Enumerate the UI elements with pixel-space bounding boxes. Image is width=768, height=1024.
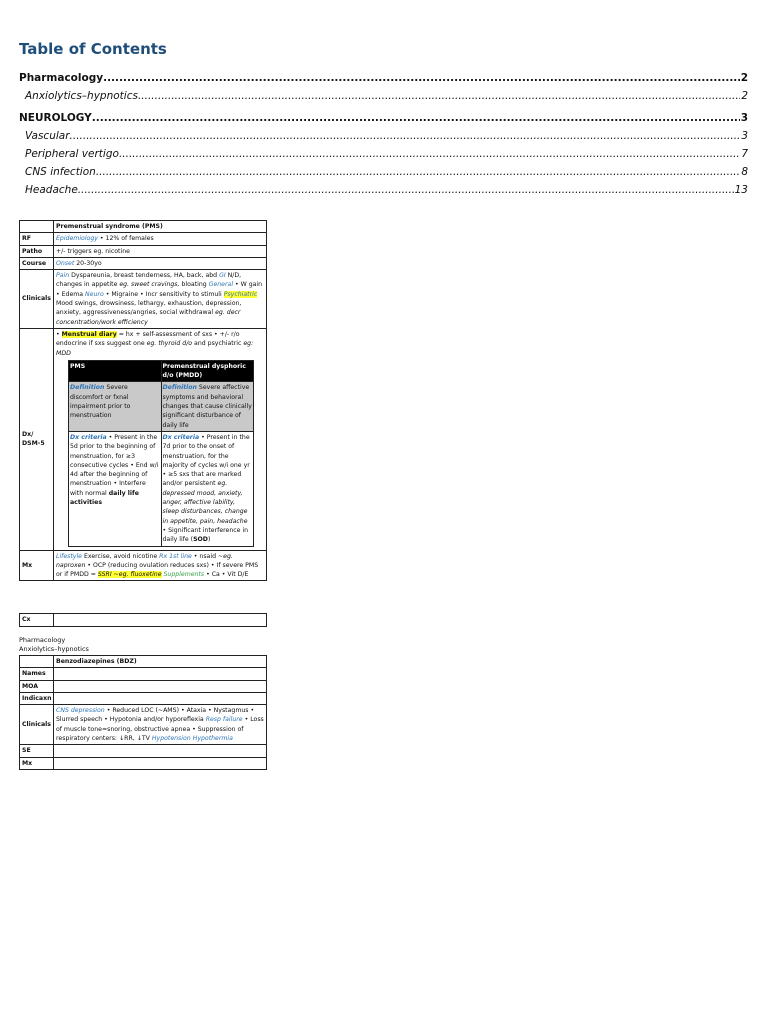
rf-cell	[54, 233, 267, 245]
definition-text: Severe affective symptoms and behavioral changes that cause clinically significant disturbance of daily life	[162, 384, 252, 429]
bdz-clinicals-text: • Reduced LOC (~AMS) • Ataxia • Nystagmus • Slurred speech • Hypotonia and/or hyporeflexia	[56, 707, 255, 724]
table-row	[20, 745, 267, 757]
dx-text: = hx + self-assessment of sxs • +/- r/o endocrine if sxs suggest one	[56, 330, 240, 348]
pms-table-header: Premenstrual syndrome (PMS)	[54, 221, 267, 233]
table-row	[20, 328, 267, 550]
table-cell-empty	[54, 668, 267, 680]
row-label-moa: MOA	[20, 680, 54, 692]
bdz-table	[19, 655, 267, 770]
table-cell-empty	[20, 656, 54, 668]
toc-entry-vascular[interactable]	[19, 127, 748, 145]
table-row	[20, 270, 267, 329]
mx-text: Exercise, avoid nicotine	[82, 552, 160, 560]
row-label-patho: Patho	[20, 245, 54, 257]
menstrual-diary-label: Menstrual diary	[61, 330, 117, 338]
table-row	[20, 680, 267, 692]
column-header-pms: PMS	[69, 360, 162, 382]
toc-leader-dots	[96, 163, 741, 181]
course-cell	[54, 257, 267, 269]
mx-text: • nsaid	[191, 552, 218, 560]
clinicals-text: • Migraine • Incr sensitivity to stimuli	[103, 290, 224, 298]
table-row	[69, 360, 254, 382]
neuro-label: Neuro	[85, 290, 104, 298]
pmdd-criteria-cell	[161, 431, 254, 546]
criteria-label: Dx criteria	[162, 433, 200, 441]
table-row	[20, 257, 267, 269]
hypotension-hypothermia-label: Hypotension Hypothermia	[151, 735, 233, 743]
toc-entry-label: Vascular	[25, 130, 70, 142]
row-label-clinicals: Clinicals	[20, 705, 54, 745]
table-row	[20, 550, 267, 581]
criteria-text: )	[207, 536, 211, 544]
general-label: General	[208, 281, 234, 289]
table-row	[20, 614, 267, 627]
table-cell-empty	[20, 221, 54, 233]
course-text: 20-30yo	[74, 259, 102, 267]
psychiatric-label: Psychiatric	[223, 290, 258, 298]
toc-entry-peripheral-vertigo[interactable]	[19, 145, 748, 163]
table-cell-empty	[54, 614, 267, 627]
toc-entry-neurology[interactable]	[19, 109, 748, 127]
clinicals-cell	[54, 270, 267, 329]
row-label-rf: RF	[20, 233, 54, 245]
dx-cell	[54, 328, 267, 550]
toc-leader-dots	[103, 69, 740, 87]
criteria-label: Dx criteria	[70, 433, 107, 441]
mx-cell	[54, 550, 267, 581]
patho-cell: +/- triggers eg. nicotine	[54, 245, 267, 257]
clinicals-text: Dyspareunia, breast tenderness, HA, back, abd	[69, 272, 220, 280]
rf-text: • 12% of females	[97, 235, 154, 243]
criteria-text: • Significant interference in daily life (	[162, 526, 249, 544]
gi-label: GI	[219, 272, 226, 280]
row-label-dx	[20, 328, 54, 550]
toc-leader-dots	[78, 181, 734, 199]
table-of-contents	[19, 69, 748, 199]
toc-leader-dots	[92, 109, 740, 127]
mx-example: ~eg. naproxen	[56, 552, 233, 569]
table-row	[69, 431, 254, 546]
toc-entry-label: NEUROLOGY	[19, 112, 92, 124]
toc-entry-label: Anxiolytics–hypnotics	[25, 90, 138, 102]
table-row	[20, 656, 267, 668]
definition-label: Definition	[70, 384, 105, 392]
table-cell-empty	[54, 745, 267, 757]
toc-leader-dots	[70, 127, 741, 145]
onset-label: Onset	[56, 259, 75, 267]
clinicals-example: eg. sweet cravings,	[119, 281, 180, 289]
toc-title: Table of Contents	[19, 40, 167, 58]
lifestyle-label: Lifestyle	[56, 552, 82, 560]
pain-label: Pain	[56, 272, 70, 280]
breadcrumb-line: Pharmacology	[19, 636, 66, 644]
row-label-cx: Cx	[20, 614, 54, 627]
toc-entry-label: Peripheral vertigo	[25, 148, 119, 160]
pms-table	[19, 220, 267, 581]
table-row	[20, 705, 267, 745]
table-row	[20, 221, 267, 233]
toc-entry-label: Headache	[25, 184, 78, 196]
row-label-indications: Indicaxn	[20, 692, 54, 704]
supplements-label: Supplements	[163, 571, 205, 579]
toc-entry-pharmacology[interactable]	[19, 69, 748, 87]
epidemiology-label: Epidemiology	[56, 235, 98, 243]
breadcrumb-line: Anxiolytics–hypnotics	[19, 645, 89, 653]
dx-example: eg: MDD	[56, 340, 254, 357]
mx-text: • Ca • Vit D/E	[204, 571, 249, 579]
pms-definition-cell	[69, 382, 162, 431]
table-row	[20, 668, 267, 680]
column-header-pmdd: Premenstrual dysphoric d/o (PMDD)	[161, 360, 254, 382]
clinicals-text: • W gain • Edema	[56, 281, 263, 298]
criteria-example: eg. depressed mood, anxiety, anger, affective lability, sleep disturbances, change in appetite, pain, headache	[162, 480, 248, 525]
table-cell-empty	[54, 757, 267, 769]
toc-entry-label: CNS infection	[25, 166, 96, 178]
criteria-text: • Present in the 7d prior to the onset of menstruation, for the majority of cycles w/i one yr • ≥5 sxs that are marked and/or persistent	[162, 433, 250, 488]
criteria-emphasis: daily life activities	[70, 489, 139, 507]
row-label-course: Course	[20, 257, 54, 269]
dx-intro: • Menstrual diary = hx + self-assessment of sxs • +/- r/o endocrine if sxs suggest one eg. thyroid d/o and psychiatric eg: MDD	[56, 330, 254, 357]
table-row	[69, 382, 254, 431]
dx-label-line2: DSM-5	[22, 440, 45, 448]
toc-leader-dots	[119, 145, 740, 163]
dx-text: and psychiatric	[192, 340, 244, 348]
toc-entry-label: Pharmacology	[19, 72, 104, 84]
toc-page-number: 13	[734, 184, 748, 196]
cx-table	[19, 613, 267, 627]
table-cell-empty	[54, 680, 267, 692]
pms-vs-pmdd-table	[68, 360, 254, 547]
table-row	[20, 692, 267, 704]
row-label-mx: Mx	[20, 550, 54, 581]
definition-text: Severe discomfort or fxnal impairment prior to menstruation	[70, 384, 131, 420]
toc-page-number: 2	[740, 72, 748, 84]
clinicals-example: eg. decr concentration/work efficiency	[56, 309, 241, 326]
toc-page-number: 3	[741, 130, 748, 142]
row-label-se: SE	[20, 745, 54, 757]
table-row	[20, 245, 267, 257]
table-row	[20, 233, 267, 245]
mx-text: • OCP (reducing ovulation reduces sxs) • If severe PMS or if PMDD =	[56, 561, 259, 579]
ssri-highlight: SSRI ~eg. fluoxetine	[97, 571, 162, 579]
toc-page-number: 2	[741, 90, 748, 102]
cns-depression-label: CNS depression	[56, 707, 105, 715]
toc-leader-dots	[138, 87, 740, 105]
breadcrumb	[19, 636, 89, 654]
clinicals-text: Mood swings, drowsiness, lethargy, exhaustion, depression, anxiety, aggressiveness/angries, social withdrawal	[56, 300, 242, 317]
criteria-emphasis: SOD	[193, 536, 208, 544]
definition-label: Definition	[162, 384, 197, 392]
rx-label: Rx 1st line	[159, 552, 192, 560]
criteria-text: • Present in the 5d prior to the beginning of menstruation, for ≥3 consecutive cycles • End w/i 4d after the beginning of menstruation • Interfere with normal	[70, 433, 159, 497]
toc-page-number: 3	[740, 112, 748, 124]
dx-label-line1: Dx/	[22, 430, 34, 438]
clinicals-text: bloating	[179, 281, 209, 289]
dx-example: eg. thyroid d/o	[146, 340, 193, 348]
pms-criteria-cell	[69, 431, 162, 546]
toc-entry-anxiolytics[interactable]	[19, 87, 748, 105]
toc-entry-cns-infection[interactable]	[19, 163, 748, 181]
pmdd-definition-cell	[161, 382, 254, 431]
row-label-clinicals: Clinicals	[20, 270, 54, 329]
resp-failure-label: Resp failure	[205, 716, 243, 724]
bdz-table-header: Benzodiazepines (BDZ)	[54, 656, 267, 668]
row-label-mx: Mx	[20, 757, 54, 769]
toc-page-number: 8	[741, 166, 748, 178]
table-cell-empty	[54, 692, 267, 704]
bdz-clinicals-text: • Loss of muscle tone=snoring, obstructive apnea • Suppression of respiratory centers: ↓RR, ↓TV	[56, 716, 264, 743]
bdz-clinicals-cell	[54, 705, 267, 745]
table-row	[20, 757, 267, 769]
row-label-names: Names	[20, 668, 54, 680]
clinicals-text: N/D, changes in appetite	[56, 272, 242, 289]
toc-entry-headache[interactable]	[19, 181, 748, 199]
toc-page-number: 7	[741, 148, 748, 160]
